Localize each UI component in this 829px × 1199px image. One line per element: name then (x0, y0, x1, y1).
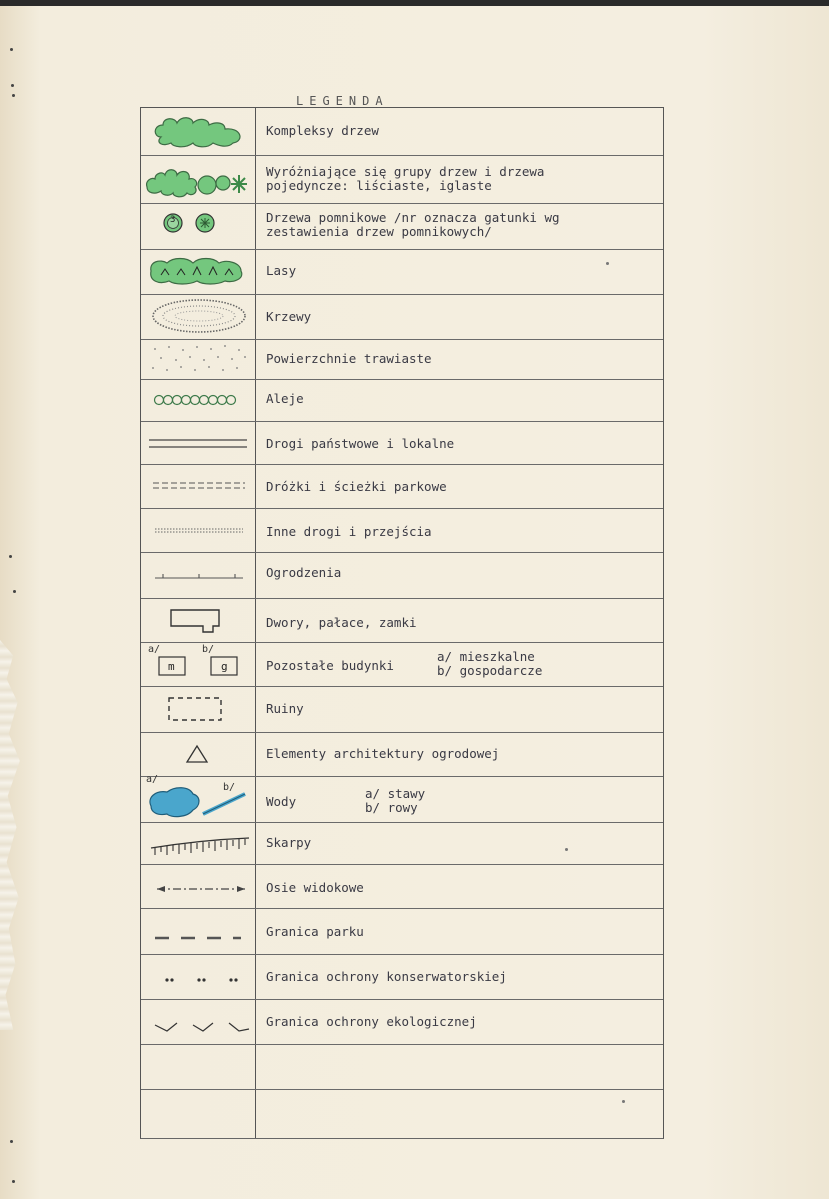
legend-row-state-roads (141, 421, 663, 465)
monument-number: 3 (170, 215, 176, 225)
legend-label: Osie widokowe (266, 880, 364, 895)
legend-label-line1: Wyróżniające się grupy drzew i drzewa (266, 164, 545, 179)
legend-row-view-axes (141, 864, 663, 909)
other-road-icon (141, 508, 255, 552)
legend-label: Lasy (266, 263, 297, 278)
legend-label: Dróżki i ścieżki parkowe (266, 479, 447, 494)
legend-row-fences (141, 552, 663, 599)
legend-sublabel-b: b/ rowy (365, 800, 418, 815)
state-road-icon (141, 421, 255, 464)
legend-table (140, 107, 664, 1139)
legend-row-waters (141, 776, 663, 823)
escarpment-icon (141, 822, 255, 864)
legend-label: Elementy architektury ogrodowej (266, 746, 500, 761)
tree-complex-icon (141, 107, 255, 155)
legend-row-monument-trees (141, 203, 663, 250)
legend-label: Drogi państwowe i lokalne (266, 436, 455, 451)
legend-label: Kompleksy drzew (266, 123, 379, 138)
shrub-icon (141, 294, 255, 339)
legend-sublabel-a: a/ stawy (365, 786, 426, 801)
legend-label: Wody (266, 794, 297, 809)
legend-label: Granica parku (266, 924, 364, 939)
forest-icon (141, 249, 255, 294)
legend-label: Inne drogi i przejścia (266, 524, 432, 539)
legend-title: LEGENDA (296, 94, 389, 108)
margin-mark (10, 48, 13, 51)
view-axis-icon (141, 864, 255, 908)
blank-icon (141, 1044, 255, 1089)
legend-label: Ruiny (266, 701, 304, 716)
conservation-boundary-icon (141, 954, 255, 999)
legend-row-park-boundary (141, 908, 663, 955)
water-icon (141, 776, 255, 822)
margin-mark (13, 590, 16, 593)
scan-top-edge (0, 0, 829, 6)
variant-a-mark: a/ (146, 774, 159, 785)
legend-sublabel-a: a/ mieszkalne (437, 649, 535, 664)
legend-label-line1: Drzewa pomnikowe /nr oznacza gatunki wg (266, 210, 560, 225)
variant-b-mark: b/ (223, 782, 236, 793)
manor-icon (141, 598, 255, 642)
legend-row-conservation-boundary (141, 954, 663, 1000)
legend-row-tree-groups (141, 155, 663, 204)
legend-row-empty (141, 1089, 663, 1137)
legend-row-ecological-boundary (141, 999, 663, 1045)
legend-row-forests (141, 249, 663, 295)
legend-label-line2: pojedyncze: liściaste, iglaste (266, 178, 492, 193)
legend-label: Ogrodzenia (266, 565, 342, 580)
ruins-icon (141, 686, 255, 732)
margin-mark (12, 1180, 15, 1183)
variant-b-mark: b/ (202, 644, 215, 655)
margin-mark (12, 94, 15, 97)
legend-label: Dwory, pałace, zamki (266, 615, 417, 630)
park-boundary-icon (141, 908, 255, 954)
legend-label: Krzewy (266, 309, 312, 324)
legend-label: Granica ochrony konserwatorskiej (266, 969, 507, 984)
legend-row-grass (141, 339, 663, 380)
margin-mark (9, 555, 12, 558)
variant-a-mark: a/ (148, 644, 161, 655)
residential-letter: m (168, 660, 175, 673)
grass-icon (141, 339, 255, 379)
legend-label-line2: zestawienia drzew pomnikowych/ (266, 224, 492, 239)
park-path-icon (141, 464, 255, 508)
buildings-icon (141, 642, 255, 686)
triangle-icon (141, 732, 255, 776)
blank-icon (141, 1089, 255, 1137)
legend-row-shrubs (141, 294, 663, 340)
fence-icon (141, 552, 255, 598)
legend-row-avenues (141, 379, 663, 422)
legend-row-buildings (141, 642, 663, 687)
farm-letter: g (221, 660, 228, 673)
ecological-boundary-icon (141, 999, 255, 1044)
torn-paper-edge (0, 640, 22, 1030)
legend-row-ruins (141, 686, 663, 733)
legend-row-tree-complexes (141, 107, 663, 156)
legend-label: Granica ochrony ekologicznej (266, 1014, 477, 1029)
legend-row-manors (141, 598, 663, 643)
monument-tree-icon (141, 203, 255, 249)
legend-label: Skarpy (266, 835, 312, 850)
legend-label: Pozostałe budynki (266, 658, 394, 673)
margin-mark (10, 1140, 13, 1143)
legend-row-garden-architecture (141, 732, 663, 777)
legend-sublabel-b: b/ gospodarcze (437, 663, 543, 678)
legend-row-escarpments (141, 822, 663, 865)
margin-mark (11, 84, 14, 87)
tree-groups-icon (141, 155, 255, 203)
legend-row-park-paths (141, 464, 663, 509)
legend-row-empty (141, 1044, 663, 1090)
avenue-icon (141, 379, 255, 421)
legend-label: Powierzchnie trawiaste (266, 351, 432, 366)
legend-label: Aleje (266, 391, 304, 406)
legend-row-other-roads (141, 508, 663, 553)
